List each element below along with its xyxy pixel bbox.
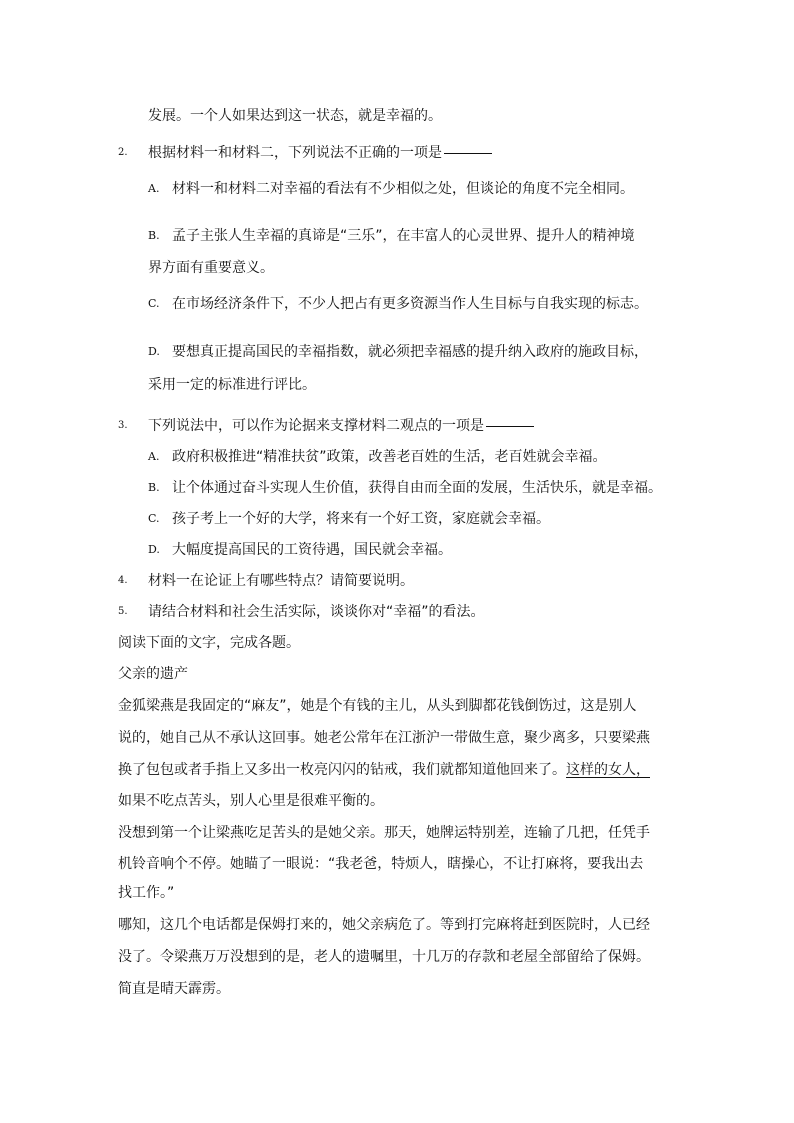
option-letter: C. — [148, 512, 160, 525]
option-text: 材料一和材料二对幸福的看法有不少相似之处，但谈论的角度不完全相同。 — [172, 181, 634, 197]
option-letter: D. — [148, 345, 160, 358]
answer-blank — [444, 153, 492, 154]
paragraph-line: 发展。一个人如果达到这一状态，就是幸福的。 — [148, 108, 442, 124]
paragraph-text: 换了包包或者手指上又多出一枚亮闪闪的钻戒，我们就都知道他回来了。 — [118, 762, 566, 778]
question-3-stem — [148, 416, 534, 436]
paragraph-line: 如果不吃点苦头，别人心里是很难平衡的。 — [118, 793, 384, 809]
option-text: 政府积极推进“精准扶贫”政策，改善老百姓的生活，老百姓就会幸福。 — [172, 449, 607, 465]
answer-blank — [486, 426, 534, 427]
option-letter: C. — [148, 297, 160, 310]
question-number: 2. — [118, 147, 128, 158]
option-letter: A. — [148, 450, 160, 463]
option-text: 在市场经济条件下，不少人把占有更多资源当作人生目标与自我实现的标志。 — [172, 296, 648, 312]
paragraph-line: 说的，她自己从不承认这回事。她老公常年在江浙沪一带做生意，聚少离多，只要梁燕 — [118, 730, 650, 746]
question-text: 材料一在论证上有哪些特点？请简要说明。 — [148, 573, 414, 589]
question-number: 5. — [118, 606, 128, 617]
option-letter: D. — [148, 543, 160, 556]
paragraph-line: 哪知，这几个电话都是保姆打来的，她父亲病危了。等到打完麻将赶到医院时，人已经 — [118, 917, 650, 933]
option-text: 让个体通过奋斗实现人生价值，获得自由而全面的发展，生活快乐，就是幸福。 — [172, 480, 662, 496]
paragraph-line — [118, 760, 650, 780]
option-text-continued: 采用一定的标准进行评比。 — [148, 377, 316, 393]
paragraph-line: 没了。令梁燕万万没想到的是，老人的遗嘱里，十几万的存款和老屋全部留给了保姆。 — [118, 949, 650, 965]
option-text: 孩子考上一个好的大学，将来有一个好工资，家庭就会幸福。 — [172, 511, 550, 527]
paragraph-line: 简直是晴天霹雳。 — [118, 981, 230, 997]
question-2-stem — [148, 143, 492, 163]
option-letter: B. — [148, 481, 160, 494]
option-letter: A. — [148, 182, 160, 195]
question-text: 根据材料一和材料二，下列说法不正确的一项是 — [148, 145, 442, 161]
question-text: 请结合材料和社会生活实际，谈谈你对“幸福”的看法。 — [148, 604, 485, 620]
paragraph-line: 没想到第一个让梁燕吃足苦头的是她父亲。那天，她牌运特别差，连输了几把，任凭手 — [118, 825, 650, 841]
option-text: 孟子主张人生幸福的真谛是“三乐”，在丰富人的心灵世界、提升人的精神境 — [172, 228, 635, 244]
underlined-text: 这样的女人， — [566, 762, 650, 778]
option-letter: B. — [148, 229, 160, 242]
question-text: 下列说法中，可以作为论据来支撑材料二观点的一项是 — [148, 418, 484, 434]
paragraph-line: 机铃音响个不停。她瞄了一眼说：“我老爸，特烦人，瞎操心，不让打麻将，要我出去 — [118, 856, 644, 872]
paragraph-line: 金狐梁燕是我固定的“麻友”，她是个有钱的主儿，从头到脚都花钱倒饬过，这是别人 — [118, 698, 637, 714]
article-title: 父亲的遗产 — [118, 666, 188, 682]
option-text-continued: 界方面有重要意义。 — [148, 260, 274, 276]
section-instruction: 阅读下面的文字，完成各题。 — [118, 635, 300, 651]
question-number: 4. — [118, 575, 128, 586]
option-text: 要想真正提高国民的幸福指数，就必须把幸福感的提升纳入政府的施政目标， — [172, 344, 648, 360]
question-number: 3. — [118, 420, 128, 431]
option-text: 大幅度提高国民的工资待遇，国民就会幸福。 — [172, 542, 452, 558]
paragraph-line: 找工作。” — [118, 885, 175, 901]
